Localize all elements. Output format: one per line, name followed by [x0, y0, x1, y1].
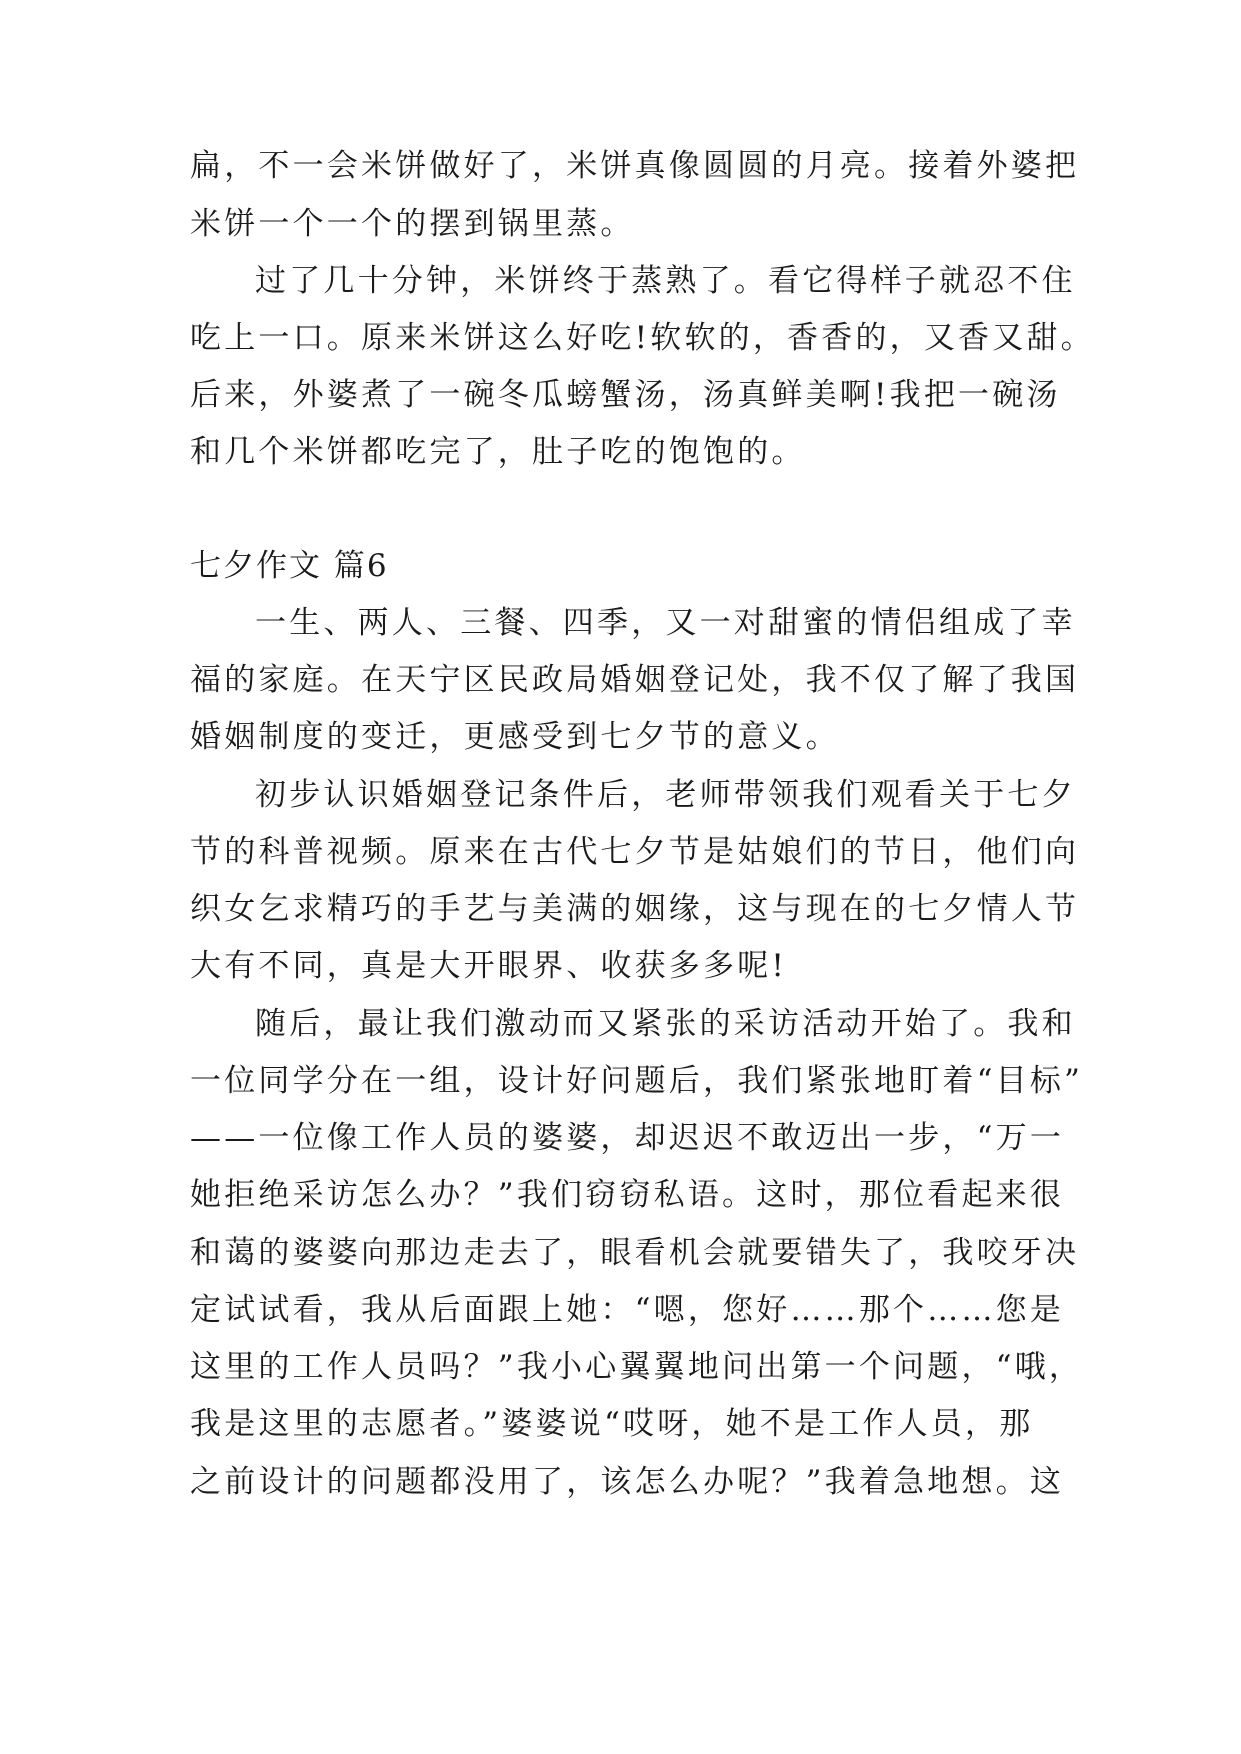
text-line: 定试试看，我从后面跟上她：“嗯，您好……那个……您是	[190, 1292, 1065, 1328]
text-line: 后来，外婆煮了一碗冬瓜螃蟹汤，汤真鲜美啊!我把一碗汤	[190, 377, 1061, 413]
text-line: 婚姻制度的变迁，更感受到七夕节的意义。	[190, 719, 840, 755]
text-line: 扁，不一会米饼做好了，米饼真像圆圆的月亮。接着外婆把	[190, 148, 1080, 184]
text-line: 米饼一个一个的摆到锅里蒸。	[190, 206, 635, 242]
text-line: 我是这里的志愿者。”婆婆说“哎呀，她不是工作人员，那	[190, 1406, 1034, 1442]
text-line: 大有不同，真是大开眼界、收获多多呢!	[190, 948, 788, 984]
text-line: 这里的工作人员吗？”我小心翼翼地问出第一个问题，“哦，	[190, 1349, 1084, 1385]
section-heading: 七夕作文 篇6	[190, 548, 389, 584]
paragraph-first-line: 过了几十分钟，米饼终于蒸熟了。看它得样子就忍不住	[255, 263, 1076, 299]
text-line: 吃上一口。原来米饼这么好吃!软软的，香香的，又香又甜。	[190, 320, 1095, 356]
text-line: ——一位像工作人员的婆婆，却迟迟不敢迈出一步，“万一	[190, 1120, 1065, 1156]
text-line: 之前设计的问题都没用了，该怎么办呢？”我着急地想。这	[190, 1464, 1065, 1500]
paragraph-first-line: 随后，最让我们激动而又紧张的采访活动开始了。我和	[255, 1006, 1076, 1042]
text-line: 一位同学分在一组，设计好问题后，我们紧张地盯着“目标”	[190, 1063, 1084, 1099]
text-line: 节的科普视频。原来在古代七夕节是姑娘们的节日，他们向	[190, 834, 1080, 870]
text-line: 福的家庭。在天宁区民政局婚姻登记处，我不仅了解了我国	[190, 662, 1080, 698]
text-line: 和几个米饼都吃完了，肚子吃的饱饱的。	[190, 434, 806, 470]
paragraph-first-line: 一生、两人、三餐、四季，又一对甜蜜的情侣组成了幸	[255, 605, 1076, 641]
text-line: 织女乞求精巧的手艺与美满的姻缘，这与现在的七夕情人节	[190, 891, 1080, 927]
text-line: 她拒绝采访怎么办？”我们窃窃私语。这时，那位看起来很	[190, 1177, 1065, 1213]
paragraph-first-line: 初步认识婚姻登记条件后，老师带领我们观看关于七夕	[255, 777, 1076, 813]
text-line: 和蔼的婆婆向那边走去了，眼看机会就要错失了，我咬牙决	[190, 1235, 1080, 1271]
